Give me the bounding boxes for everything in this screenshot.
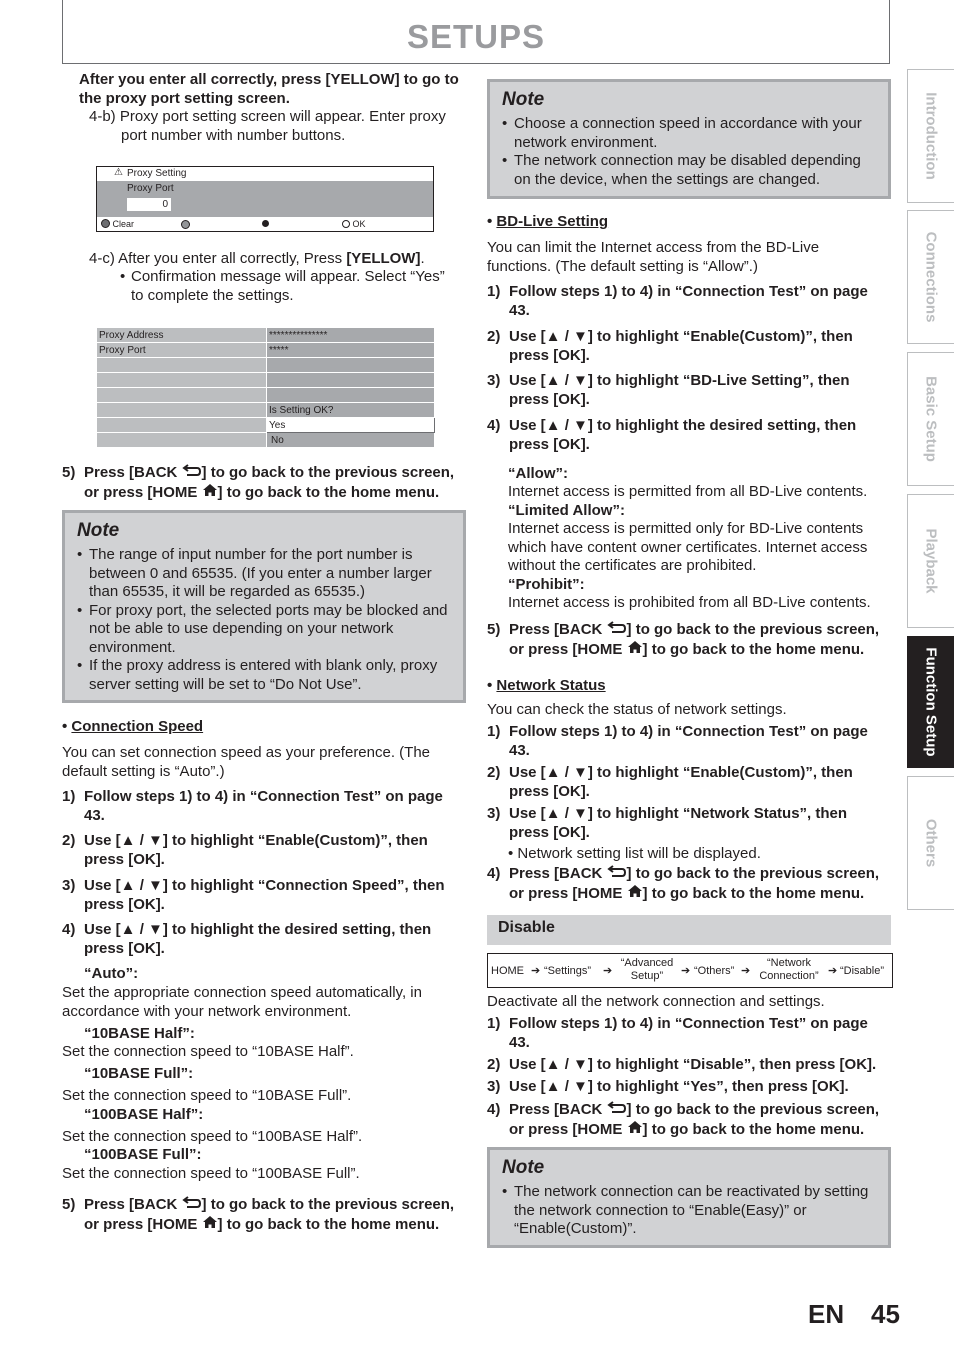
cs-step-5: 5) Press [BACK ] to go back to the previous screen, or press [HOME ] to go back to the home menu.	[62, 1195, 467, 1235]
dis-step-4: 4) Press [BACK ] to go back to the previous screen, or press [HOME ] to go back to the home menu.	[487, 1100, 892, 1140]
note-item: • The network connection can be reactivated by setting the network connection to “Enable(Easy)” or “Enable(Custom)”.	[502, 1183, 874, 1239]
step-5-back-home: 5) Press [BACK ] to go back to the previous screen, or press [HOME ] to go back to the home menu.	[62, 463, 467, 503]
cs-step-2: 2) Use [▲ / ▼] to highlight “Enable(Custom)”, then press [OK].	[62, 832, 428, 868]
dis-step-2: 2) Use [▲ / ▼] to highlight “Disable”, then press [OK].	[487, 1056, 877, 1073]
ns-step-4: 4) Press [BACK ] to go back to the previous screen, or press [HOME ] to go back to the home menu.	[487, 864, 892, 904]
bd-option-desc: Internet access is prohibited from all BD-Live contents.	[508, 594, 871, 611]
network-status-intro: You can check the status of network settings.	[487, 701, 787, 718]
note-connection-speed	[487, 79, 891, 199]
home-icon	[627, 640, 643, 660]
cs-option-label: “10BASE Half”:	[84, 1025, 195, 1042]
cs-option-label: “Auto”:	[84, 965, 139, 982]
intro-instruction: After you enter all correctly, press [YELLOW] to go to the proxy port setting screen.	[79, 71, 459, 107]
proxy-address-value: ***************	[267, 328, 435, 343]
page-title: SETUPS	[406, 18, 546, 55]
tab-playback[interactable]: Playback	[907, 494, 954, 628]
home-icon	[627, 1120, 643, 1140]
ns-step-1: 1) Follow steps 1) to 4) in “Connection Test” on page 43.	[487, 723, 868, 759]
confirm-question: Is Setting OK?	[267, 403, 435, 418]
screen-title-bar: ⚠ Proxy Setting	[114, 167, 187, 179]
cs-option-label: “100BASE Full”:	[84, 1146, 202, 1163]
connection-speed-heading: • Connection Speed	[62, 718, 204, 735]
clear-button[interactable]: Clear	[101, 219, 134, 229]
disable-heading: Disable	[498, 919, 555, 936]
bd-live-intro: You can limit the Internet access from the BD-Live functions. (The default setting is “Allow”.)	[487, 239, 820, 275]
proxy-port-value: *****	[267, 343, 435, 358]
proxy-port-screen	[96, 166, 434, 232]
cs-option-label: “100BASE Half”:	[84, 1106, 204, 1123]
arrow-right-icon: ➔	[828, 965, 838, 977]
home-icon	[627, 884, 643, 904]
cs-step-3: 3) Use [▲ / ▼] to highlight “Connection Speed”, then press [OK].	[62, 877, 445, 913]
proxy-port-label: Proxy Port	[97, 343, 267, 358]
bd-option-desc: Internet access is permitted only for BD-Live contents which have content owner certificates. Internet access without the certificates are prohibited.	[508, 520, 868, 574]
cs-option-desc: Set the connection speed to “10BASE Full”.	[62, 1087, 352, 1104]
note-list	[77, 546, 451, 694]
note-proxy-port	[62, 510, 466, 703]
note-reactivate	[487, 1147, 891, 1248]
bd-step-4: 4) Use [▲ / ▼] to highlight the desired setting, then press [OK].	[487, 417, 857, 453]
tab-basic-setup[interactable]: Basic Setup	[907, 352, 954, 486]
note-item: • The range of input number for the port number is between 0 and 65535. (If you enter a number larger than 65535, it will be regarded as 65535.)	[77, 546, 451, 602]
disable-intro: Deactivate all the network connection and settings.	[487, 993, 825, 1010]
dis-step-3: 3) Use [▲ / ▼] to highlight “Yes”, then press [OK].	[487, 1078, 849, 1095]
bd-step-3: 3) Use [▲ / ▼] to highlight “BD-Live Setting”, then press [OK].	[487, 372, 850, 408]
note-title: Note	[77, 520, 120, 541]
note-item: • The network connection may be disabled depending on the device, when the settings are changed.	[502, 152, 878, 189]
cs-option-label: “10BASE Full”:	[84, 1065, 194, 1082]
arrow-right-icon: ➔	[603, 965, 613, 977]
dis-step-1: 1) Follow steps 1) to 4) in “Connection Test” on page 43.	[487, 1015, 868, 1051]
ns-bullet: • Network setting list will be displayed.	[508, 845, 761, 862]
back-icon	[182, 1195, 202, 1215]
bd-option-label: “Prohibit”:	[508, 576, 585, 593]
bd-option-label: “Allow”:	[508, 465, 568, 482]
back-icon	[182, 463, 202, 483]
tab-connections[interactable]: Connections	[907, 210, 954, 344]
network-status-heading: • Network Status	[487, 677, 606, 694]
screen-button-bar	[97, 217, 433, 231]
red-dot-icon	[181, 220, 190, 229]
bd-live-heading: • BD-Live Setting	[487, 213, 609, 230]
note-item: • For proxy port, the selected ports may be blocked and not be able to use depending on your network environment.	[77, 602, 451, 658]
ok-circle-icon	[342, 220, 350, 228]
bd-option-label: “Limited Allow”:	[508, 502, 625, 519]
screen-body: Proxy Port 0	[97, 181, 433, 217]
yes-option[interactable]: Yes	[267, 418, 435, 433]
proxy-confirm-screen	[96, 327, 435, 448]
warning-icon: ⚠	[114, 167, 123, 178]
home-icon	[202, 1215, 218, 1235]
arrow-right-icon: ➔	[531, 965, 541, 977]
tab-others[interactable]: Others	[907, 776, 954, 910]
cs-option-desc: Set the connection speed to “10BASE Half”.	[62, 1043, 354, 1060]
bd-step-2: 2) Use [▲ / ▼] to highlight “Enable(Custom)”, then press [OK].	[487, 328, 853, 364]
cs-step-1: 1) Follow steps 1) to 4) in “Connection Test” on page 43.	[62, 788, 443, 824]
back-icon	[607, 1100, 627, 1120]
cs-option-desc: Set the connection speed to “100BASE Full”.	[62, 1165, 360, 1182]
note-list	[502, 115, 878, 189]
cs-option-desc: Set the appropriate connection speed automatically, in accordance with your network environment.	[62, 984, 422, 1020]
bd-step-1: 1) Follow steps 1) to 4) in “Connection Test” on page 43.	[487, 283, 868, 319]
ns-step-3: 3) Use [▲ / ▼] to highlight “Network Status”, then press [OK].	[487, 805, 848, 841]
back-icon	[607, 864, 627, 884]
disable-heading-bar	[487, 915, 891, 945]
bd-step-5: 5) Press [BACK ] to go back to the previous screen, or press [HOME ] to go back to the home menu.	[487, 620, 892, 660]
note-item: • Choose a connection speed in accordance with your network environment.	[502, 115, 878, 152]
cs-option-desc: Set the connection speed to “100BASE Half”.	[62, 1128, 363, 1145]
step-4b: 4-b) Proxy port setting screen will appear. Enter proxy port number with number buttons.	[89, 108, 446, 144]
no-option[interactable]: No	[267, 433, 435, 448]
ns-step-2: 2) Use [▲ / ▼] to highlight “Enable(Custom)”, then press [OK].	[487, 764, 853, 800]
step-4c-bullet: • Confirmation message will appear. Select “Yes” to complete the settings.	[120, 268, 445, 304]
note-title: Note	[502, 89, 545, 110]
header-box	[62, 0, 890, 64]
cs-step-4: 4) Use [▲ / ▼] to highlight the desired setting, then press [OK].	[62, 921, 432, 957]
step-4c: 4-c) After you enter all correctly, Press [YELLOW].	[89, 250, 425, 267]
proxy-port-input[interactable]: 0	[127, 198, 171, 211]
bd-option-desc: Internet access is permitted from all BD-Live contents.	[508, 483, 868, 500]
tab-introduction[interactable]: Introduction	[907, 69, 954, 203]
page-number: 45	[871, 1299, 900, 1329]
home-icon	[202, 483, 218, 503]
menu-path-box: HOME ➔ “Settings” ➔ “Advanced Setup” ➔ “Others” ➔ “Network Connection” ➔ “Disable”	[487, 953, 893, 988]
green-dot-icon	[262, 220, 269, 227]
connection-speed-intro: You can set connection speed as your preference. (The default setting is “Auto”.)	[62, 744, 431, 780]
proxy-address-label: Proxy Address	[97, 328, 267, 343]
note-title: Note	[502, 1157, 545, 1178]
arrow-right-icon: ➔	[681, 965, 691, 977]
note-list	[502, 1183, 874, 1239]
note-item: • If the proxy address is entered with blank only, proxy server setting will be set to “Do Not Use”.	[77, 657, 451, 694]
clear-dot-icon	[101, 219, 110, 228]
ok-button[interactable]: OK	[342, 219, 366, 229]
tab-function-setup[interactable]: Function Setup	[907, 636, 954, 768]
back-icon	[607, 620, 627, 640]
language-label: EN	[808, 1299, 845, 1329]
arrow-right-icon: ➔	[741, 965, 751, 977]
